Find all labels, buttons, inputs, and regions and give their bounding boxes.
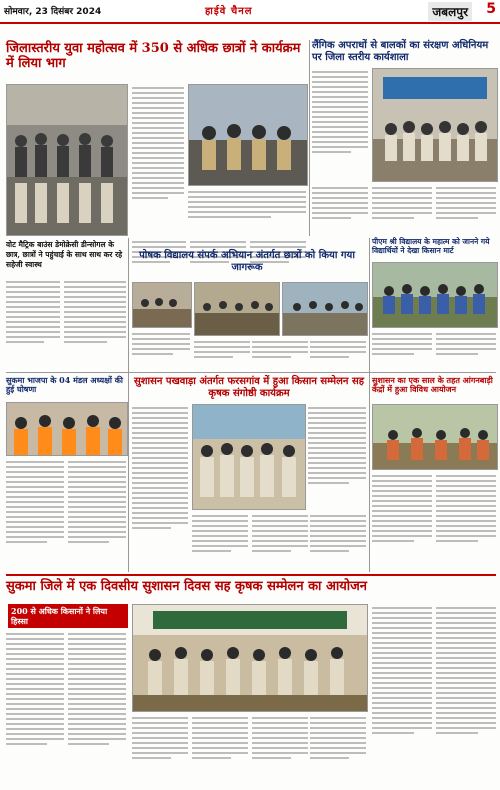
issue-date: सोमवार, 23 दिसंबर 2024: [4, 7, 102, 17]
body-anganwadi-col2: [436, 472, 496, 570]
photo-bjp-mandal: [6, 402, 128, 456]
body-school-outreach-col4: [310, 338, 366, 370]
body-school-outreach-col1: [132, 330, 190, 370]
body-farasgaon-col3: [192, 512, 248, 570]
photo-farasgaon: [192, 404, 306, 510]
body-farasgaon-col5: [310, 512, 366, 570]
headline-pocso-workshop: लैंगिक अपराधों से बालकों का संरक्षण अधिनियम पर जिला स्तरीय कार्यशाला: [312, 40, 489, 63]
body-sukma-col5: [252, 714, 308, 786]
body-sukma-col4: [192, 714, 248, 786]
headline-school-outreach: पोषक विद्यालय संपर्क अभियान अंतर्गत छात्रों को किया गया जागरूक: [139, 250, 355, 273]
page-number: 5: [486, 1, 496, 17]
photo-sukma-conference: [132, 604, 368, 712]
photo-pocso-workshop: [372, 68, 498, 182]
body-anganwadi-col1: [372, 472, 432, 570]
kicker-200-farmers: 200 से अधिक किसानों ने लिया हिस्सा: [8, 604, 128, 628]
headline-democracy-students: वोट मैट्रिक बाउंस डेमोक्रेसी डीन्सोगल के छात्र, छात्रों ने पहुंचाई के साथ साथ कर रहे सहेजी स्वास्थ: [6, 240, 123, 269]
headline-anganwadi: सुशासन का एक साल के तहत आंगनबाड़ी केंद्रों में हुआ विविध आयोजन: [372, 375, 493, 395]
photo-school-outreach-3: [282, 282, 368, 336]
body-sukma-col6: [310, 714, 366, 786]
body-farasgaon-col2: [308, 404, 366, 508]
body-farasgaon-col4: [252, 512, 308, 570]
body-bjp-col2: [68, 458, 126, 570]
body-sukma-col7: [372, 604, 432, 786]
body-bjp-col1: [6, 458, 64, 570]
photo-pm-shri: [372, 262, 498, 328]
body-farasgaon-col1: [132, 404, 188, 570]
body-school-outreach-col2: [194, 338, 250, 370]
body-youth-festival-col1: [132, 84, 184, 234]
city-name: जबलपुर: [428, 2, 472, 21]
body-school-outreach-col3: [252, 338, 308, 370]
masthead: [0, 0, 500, 24]
body-pocso-col3: [372, 184, 432, 234]
photo-school-outreach-1: [132, 282, 192, 328]
body-democracy-col1: [6, 278, 60, 366]
body-pocso-col2: [312, 184, 368, 234]
column-rule: [128, 238, 129, 572]
headline-pm-shri: पीएम श्री विद्यालय के महात्म को जानने गये विद्यार्थियों ने देखा किसान मार्ट: [372, 237, 490, 255]
body-sukma-col3: [132, 714, 188, 786]
body-sukma-col8: [436, 604, 496, 786]
bottom-section-rule: [6, 574, 496, 576]
body-sukma-col1: [6, 630, 64, 786]
body-democracy-col2: [64, 278, 126, 366]
headline-youth-festival: जिलास्तरीय युवा महोत्सव में 350 से अधिक छात्रों ने कार्यक्रम में लिया भाग: [6, 41, 301, 71]
body-pm-shri-col2: [436, 330, 496, 370]
body-sukma-col2: [68, 630, 126, 786]
body-pocso-col4: [436, 184, 496, 234]
brand-name: हाईवे चैनल: [205, 6, 253, 17]
photo-youth-festival-2: [188, 84, 308, 186]
column-rule: [369, 238, 370, 572]
column-rule: [309, 40, 310, 236]
body-pm-shri-col1: [372, 330, 432, 370]
section-divider: [6, 372, 496, 373]
headline-sukma-good-governance: सुकमा जिले में एक दिवसीय सुशासन दिवस सह कृषक सम्मेलन का आयोजन: [6, 579, 368, 594]
headline-bjp-mandal: सुकमा भाजपा के 04 मंडल अध्यक्षों की हुई घोषणा: [6, 375, 123, 395]
photo-youth-festival: [6, 84, 128, 236]
headline-farasgaon-farmers: सुशासन पखवाड़ा अंतर्गत फरसगांव में हुआ किसान सम्मेलन सह कृषक संगोष्ठी कार्यक्रम: [133, 376, 365, 399]
photo-school-outreach-2: [194, 282, 280, 336]
photo-anganwadi: [372, 404, 498, 470]
body-pocso-col1: [312, 68, 368, 180]
body-youth-festival-col2: [188, 188, 306, 234]
